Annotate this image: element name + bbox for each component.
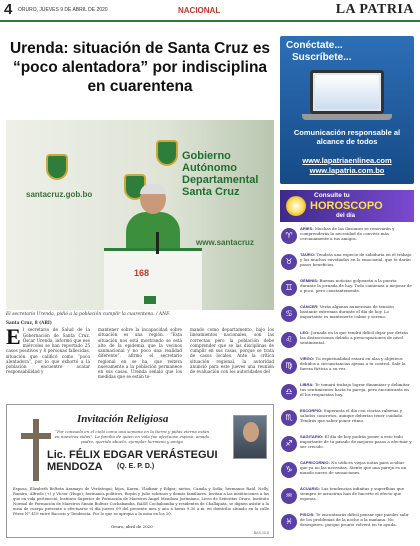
zodiac-icon: ♒: [281, 488, 297, 504]
podium-number: 168: [134, 268, 150, 278]
sign-text: Buenas noticias golpearán a la puerta durante la jornada de hoy. Todo comienza a mejorar de a poco, pero constantemente.: [300, 278, 412, 293]
sign-name: CÁNCER:: [300, 304, 319, 309]
laptop-icon: [310, 70, 384, 114]
obituary-body: Esposa, Elizabeth Beltrán Aramayo de Verástegui; hijos, Karen, Vladimir y Edgar; nietos, Camila y Sofía; hermanos Raúl, Nelly, Ramiro, Alfredo (+) y Víctor (Hugo); hermanos políticos, Boyán y Julio sobrinos y demás familiares. Invitan a las instituciones a las que en vida perteneció, Instituto Superior de Formación de Maestros Ángel Mendoza Justiniano, Liceo de Señoritas Oruro, Instituto Normal de Formación de Maestros Simón Bolívar Cochabamba, BASE Cochabamba y residentes de Challapata, se dignen asistir a la misa de cuerpo presente a efectuarse el día jueves 09 del presente mes y año a horas 9:30 a.m. en domicilio situado en la calle Pérez N° 419 entre Bacovic y Tendencia. Por lo que se apropia a la misa en los 20.: [13, 486, 269, 516]
sun-icon: [286, 196, 306, 216]
crest-icon: [46, 154, 68, 180]
obituary-title: Invitación Religiosa: [77, 413, 169, 425]
sign-text: Muchas de las ilusiones se renovarán y comprenderás la necesidad de convivir más cercanamente a tus amigos.: [300, 226, 395, 241]
sign-text: Tu espiritualidad estará en alza y objetivos debidos a circunstancias ajenas a tu control. Sale la fuerza ficticia a su vez.: [300, 356, 406, 371]
photo-url-1: santacruz.gob.bo: [26, 190, 93, 199]
sign-text: Te tomará trabajo lograr dinamizar y delimitar tus sentimientos hacia tu pareja, pero encontrarás en él los respuestas hoy.: [300, 382, 410, 397]
ad-urls[interactable]: www.lapatriaenlinea.com www.lapatria.com.bo: [302, 156, 392, 175]
article-column-3: mando como departamento, bajo los lineamientos nacionales, son las correctas pero la población debe comprender que se las disciplinas de cumplir en sus casas, porque se trata de casos locales. Ante la crítica situación regional, la autoridad anunció para este jueves una reunión de evaluación con los autoridades del: [190, 327, 274, 374]
zodiac-icon: ♌: [281, 332, 297, 348]
ad-line-1: Conéctate...: [286, 40, 343, 51]
sign-text: Verás algunas numerosas de tensión bastante extremas durante el día de hoy. Lo importante es mantenerte calmo y sereno.: [300, 304, 394, 319]
article-column-2: mantener sobre la incapacidad sobre situación es una región. “Esta situación nos está mostrando se está alto de la epidemia que la vecinos sanmacional y no poco una realidad diferente”, afirmó el secretario regional en se ha, que reitera nuevamente a la población permanece en sus casas. Urenda señaló que los medidas que se están to-: [98, 327, 182, 380]
paper-name: LA PATRIA: [335, 2, 414, 17]
zodiac-icon: ♓: [281, 514, 297, 530]
horoscope-header: [280, 190, 414, 222]
horoscope-sign: [280, 356, 414, 382]
horoscope-sign: [280, 460, 414, 486]
zodiac-icon: ♑: [281, 462, 297, 478]
horoscope-sign: [280, 330, 414, 356]
horoscope-top: Consulte tu: [314, 192, 350, 199]
horoscope-sign: [280, 408, 414, 434]
horoscope-sign: [280, 226, 414, 252]
deceased-name: Lic. FÉLIX EDGAR VERÁSTEGUI MENDOZA: [47, 449, 218, 473]
sign-text: Tendrás una especie de sabiduría en el trabajo y los muchos envidiados en lo emocional, que te darán pasos beneficios.: [300, 252, 412, 267]
page-date: ORURO, JUEVES 9 DE ABRIL DE 2020: [18, 7, 108, 13]
drop-cap: E: [6, 324, 21, 350]
sign-name: CAPRICORNIO:: [300, 460, 330, 465]
zodiac-icon: ♍: [281, 358, 297, 374]
obituary-quote: “Por consuelo en el cielo como una semana en la tierra y pidas eterna están en nuestros vidas”. La familia de quien en vida fue afectuoso esposo, amado padre, querido abuelo, ejemplar hermano y amigo: [54, 429, 210, 445]
sign-name: PISCIS:: [300, 512, 315, 517]
ad-slogan: Comunicación responsable al alcance de todos: [293, 128, 401, 146]
zodiac-icon: ♊: [281, 280, 297, 296]
page-header: [0, 0, 420, 22]
article-column-1: Santa Cruz, 8 (ABI) E l secretario de Salud de la Gobernación de Santa Cruz, Óscar Urenda, informó que ese miércoles se han reportado 25 casos positivos y 8 personas fallecidas, situación que calificó como “poco alentadora”, por lo que exhortó a la población encuentre acatar responsabilidad y: [6, 320, 90, 375]
horoscope-sign: [280, 486, 414, 512]
sign-text: El día de hoy podrás poner a esto todo importante de tu pasado de mejores pasos a efectuar y ser crecido.: [300, 434, 412, 449]
photo-caption: El secretario Urenda, pidió a la población cumplir la cuarentena. / ANF.: [6, 312, 170, 317]
sign-name: GÉMINIS:: [300, 278, 319, 283]
obituary-place-date: Oruro, abril de 2020: [111, 524, 153, 529]
page-number: 4: [4, 1, 13, 18]
zodiac-icon: ♉: [281, 254, 297, 270]
sign-name: SAGITARIO:: [300, 434, 324, 439]
sign-name: ARIES:: [300, 226, 314, 231]
sign-text: Te encontrarás difícil pensar que puedes salir de los problemas de la noche a la mañana. No desesperes, porque pronto volverá en tu ayuda.: [300, 512, 409, 527]
sign-name: VIRGO:: [300, 356, 315, 361]
sign-text: Las tendencias infinitas y superfluas que siempre te arrastran han de hacerte el efecto que esperas.: [300, 486, 405, 501]
crest-icon: [156, 140, 178, 166]
subscription-ad[interactable]: [280, 36, 414, 184]
photo-url-2: www.santacruz: [196, 238, 254, 247]
zodiac-icon: ♏: [281, 410, 297, 426]
zodiac-icon: ♐: [281, 436, 297, 452]
sign-name: ACUARIO:: [300, 486, 320, 491]
dateline: Santa Cruz, 8 (ABI): [6, 320, 52, 325]
obituary-notice: [6, 404, 274, 538]
horoscope-title: HOROSCOPO: [310, 200, 383, 212]
ad-line-2: Suscríbete...: [292, 52, 352, 63]
sign-text: Jornada en la que tendrá difícil dejar por detrás las distracciones debido a preocupaciones de nivel sentimental.: [300, 330, 408, 345]
sign-name: TAURO:: [300, 252, 316, 257]
horoscope-sign: [280, 382, 414, 408]
sign-name: LEO:: [300, 330, 310, 335]
zodiac-icon: ♈: [281, 228, 297, 244]
sign-name: LIBRA:: [300, 382, 314, 387]
section-label: NACIONAL: [178, 6, 221, 15]
article-photo: [6, 120, 274, 310]
zodiac-icon: ♎: [281, 384, 297, 400]
sign-text: Superarás el día con ciertas rabietas y saludos concretos, aunque deberías tener cuidado. Tendrás que saber poner ritmo.: [300, 408, 404, 423]
sign-name: ESCORPIO:: [300, 408, 323, 413]
horoscope-sign: [280, 434, 414, 460]
horoscope-sign: [280, 304, 414, 330]
horoscope-sign: [280, 252, 414, 278]
sign-text: No utilices viejas notas para ocultar que ya no las necesitas. Siente que una pareja es un mundo nuevo de sensaciones.: [300, 460, 407, 475]
article-headline: Urenda: situación de Santa Cruz es “poco alentadora” por indisciplina en cuarentena: [9, 40, 271, 95]
horoscope-box: [280, 190, 414, 540]
article-body: [6, 320, 274, 396]
horoscope-sign: [280, 512, 414, 538]
horoscope-sign: [280, 278, 414, 304]
rip-label: (Q. E. P. D.): [117, 463, 155, 470]
photo-wall-text: Gobierno Autónomo Departamental Santa Cruz: [182, 150, 259, 199]
zodiac-icon: ♋: [281, 306, 297, 322]
microphone-icon: [156, 232, 159, 254]
ad-code: BAS-10-8: [253, 531, 269, 535]
horoscope-sub: del día: [336, 213, 356, 219]
